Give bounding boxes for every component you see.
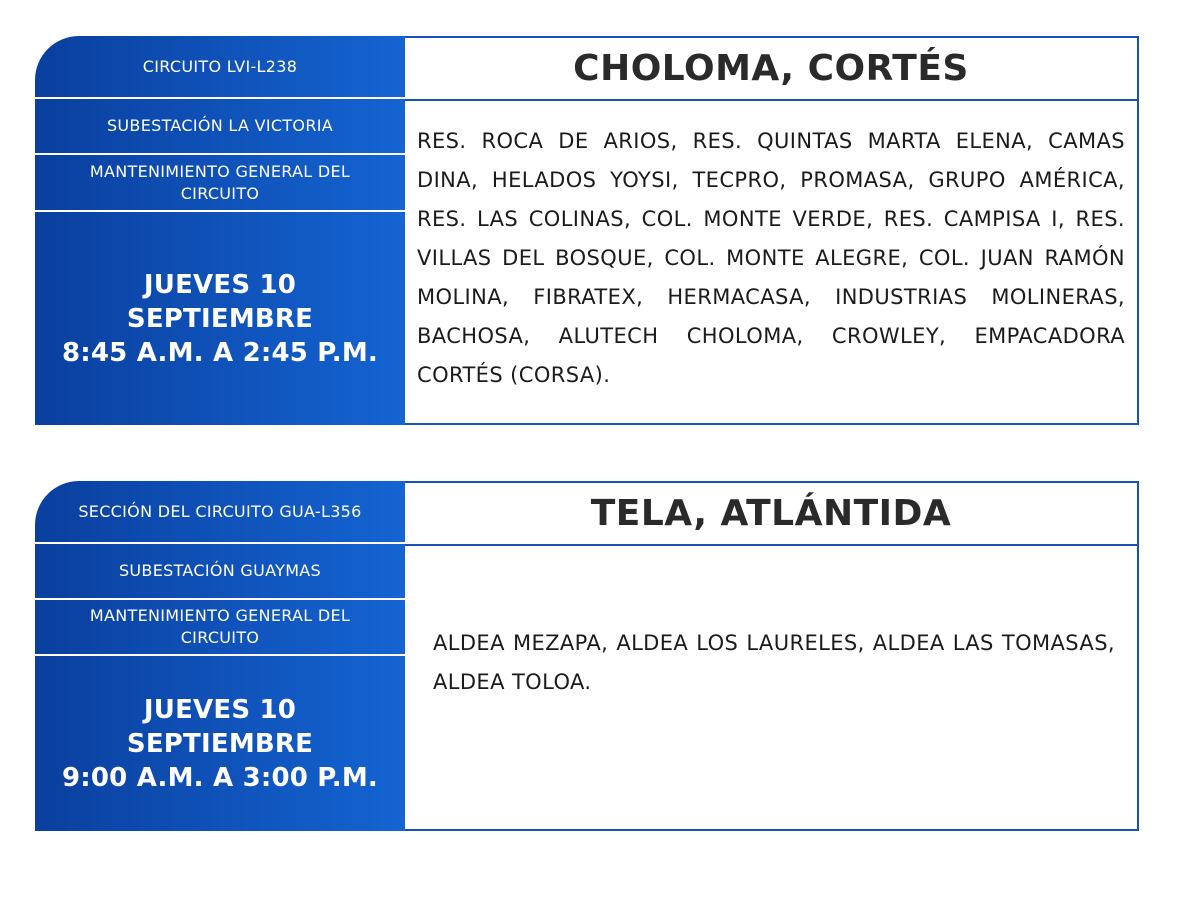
location-title: TELA, ATLÁNTIDA xyxy=(405,483,1137,546)
schedule-block xyxy=(35,656,405,831)
work-type-label: MANTENIMIENTO GENERAL DEL CIRCUITO xyxy=(35,155,405,212)
outage-card xyxy=(35,36,1139,425)
location-title: CHOLOMA, CORTÉS xyxy=(405,38,1137,101)
circuit-label: SECCIÓN DEL CIRCUITO GUA-L356 xyxy=(35,481,405,544)
affected-areas-content: ALDEA MEZAPA, ALDEA LOS LAURELES, ALDEA LAS TOMASAS, ALDEA TOLOA. xyxy=(433,630,1115,694)
outage-date: JUEVES 10 SEPTIEMBRE xyxy=(126,269,314,334)
work-type-label: MANTENIMIENTO GENERAL DEL CIRCUITO xyxy=(35,600,405,656)
outage-date: JUEVES 10 SEPTIEMBRE xyxy=(126,694,314,759)
schedule-block xyxy=(35,212,405,425)
circuit-label: CIRCUITO LVI-L238 xyxy=(35,36,405,99)
substation-label: SUBESTACIÓN GUAYMAS xyxy=(35,544,405,600)
affected-area-panel xyxy=(405,481,1139,831)
outage-time: 8:45 A.M. A 2:45 P.M. xyxy=(61,337,378,368)
outage-card xyxy=(35,481,1139,831)
outage-details-panel xyxy=(35,36,405,425)
affected-areas-text: RES. ROCA DE ARIOS, RES. QUINTAS MARTA ELENA, CAMAS DINA, HELADOS YOYSI, TECPRO, PROMASA, GRUPO AMÉRICA, RES. LAS COLINAS, COL. MONTE VERDE, RES. CAMPISA I, RES. VILLAS DEL BOSQUE, COL. MONTE ALEGRE, COL. JUAN RAMÓN MOLINA, FIBRATEX, HERMACASA, INDUSTRIAS MOLINERAS, BACHOSA, ALUTECH CHOLOMA, CROWLEY, EMPACADORA CORTÉS (CORSA). xyxy=(417,129,1125,387)
outage-details-panel xyxy=(35,481,405,831)
affected-areas-text xyxy=(405,546,1137,829)
substation-label: SUBESTACIÓN LA VICTORIA xyxy=(35,99,405,155)
outage-time: 9:00 A.M. A 3:00 P.M. xyxy=(61,762,378,793)
affected-area-panel xyxy=(405,36,1139,425)
